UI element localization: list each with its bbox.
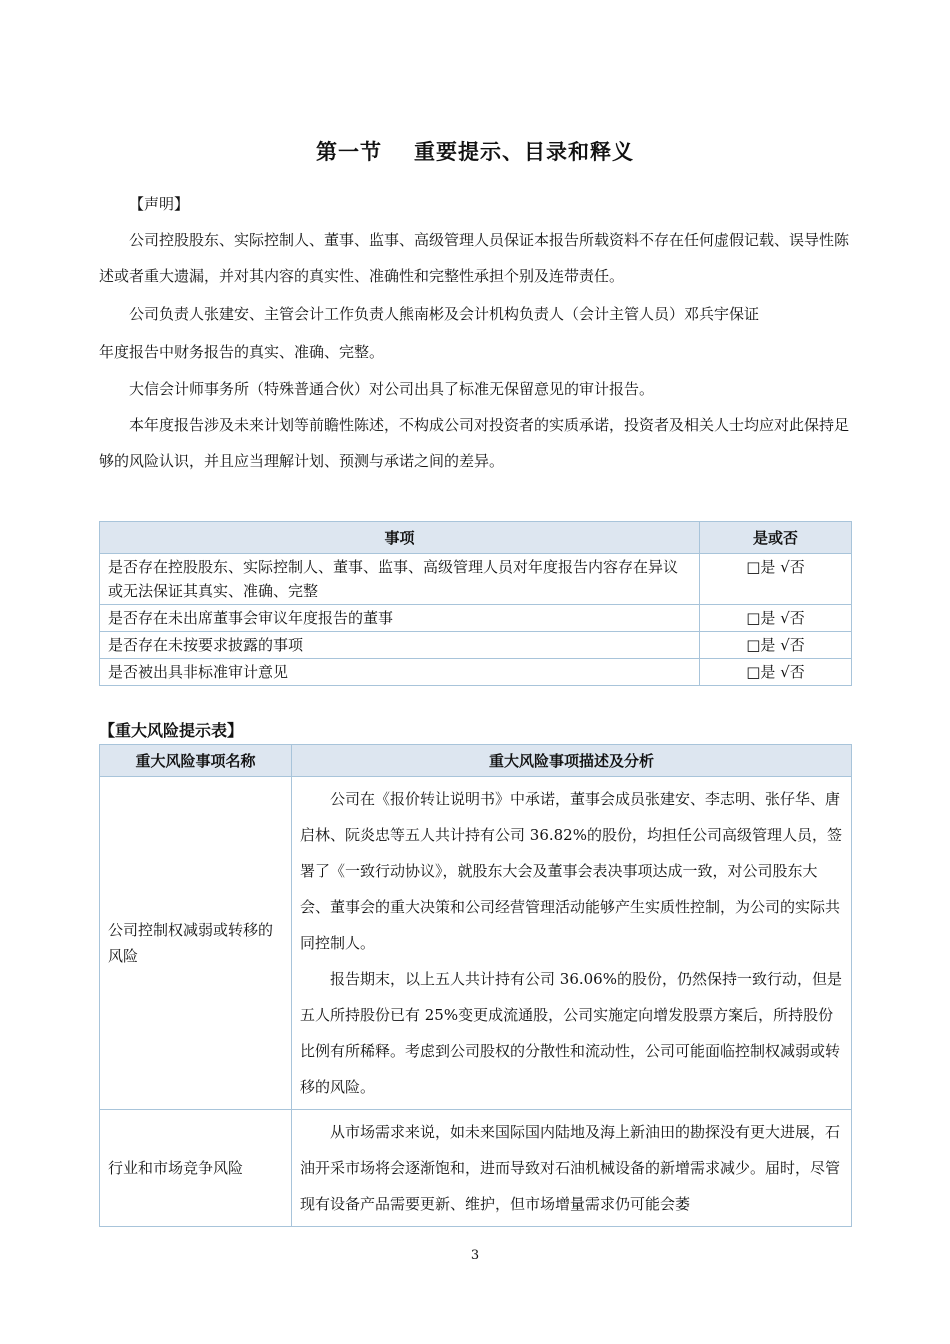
matter-answer: □是 √否 bbox=[700, 605, 852, 632]
paragraph-responsible-persons-cont: 年度报告中财务报告的真实、准确、完整。 bbox=[99, 343, 385, 361]
table-row bbox=[100, 1110, 852, 1227]
matter-item: 是否被出具非标准审计意见 bbox=[100, 659, 700, 686]
risk-description bbox=[292, 1110, 852, 1227]
risk-desc-paragraph: 报告期末，以上五人共计持有公司 36.06%的股份，仍然保持一致行动，但是五人所持股份已有 25%变更成流通股，公司实施定向增发股票方案后，所持股份比例有所稀释。考虑到公司股权的分散性和流动性，公司可能面临控制权减弱或转移的风险。 bbox=[300, 970, 842, 1096]
table-row bbox=[100, 605, 852, 632]
table-row bbox=[100, 777, 852, 1110]
matter-item: 是否存在未按要求披露的事项 bbox=[100, 632, 700, 659]
section-title bbox=[0, 136, 950, 166]
header-item: 事项 bbox=[100, 522, 700, 554]
header-yes-no: 是或否 bbox=[700, 522, 852, 554]
risk-name: 行业和市场竞争风险 bbox=[100, 1110, 292, 1227]
matter-answer: □是 √否 bbox=[700, 632, 852, 659]
matter-item: 是否存在控股股东、实际控制人、董事、监事、高级管理人员对年度报告内容存在异议或无法保证其真实、准确、完整 bbox=[100, 554, 700, 605]
page-number: 3 bbox=[470, 1248, 480, 1263]
section-name: 重要提示、目录和释义 bbox=[414, 140, 634, 164]
matters-table bbox=[99, 521, 852, 686]
risk-desc-paragraph: 公司在《报价转让说明书》中承诺，董事会成员张建安、李志明、张仔华、唐启林、阮炎忠等五人共计持有公司 36.82%的股份，均担任公司高级管理人员，签署了《一致行动协议》，就股东大会及董事会表决事项达成一致，对公司股东大会、董事会的重大决策和公司经营管理活动能够产生实质性控制，为公司的实际共同控制人。 bbox=[300, 790, 842, 952]
risk-table-title: 【重大风险提示表】 bbox=[99, 721, 244, 740]
declaration-label: 【声明】 bbox=[129, 195, 190, 213]
risk-table bbox=[99, 744, 852, 1227]
risk-desc-paragraph: 从市场需求来说，如未来国际国内陆地及海上新油田的勘探没有更大进展，石油开采市场将会逐渐饱和，进而导致对石油机械设备的新增需求减少。届时，尽管现有设备产品需要更新、维护，但市场增量需求仍可能会萎 bbox=[300, 1123, 841, 1213]
matter-item: 是否存在未出席董事会审议年度报告的董事 bbox=[100, 605, 700, 632]
section-number: 第一节 bbox=[316, 140, 382, 164]
table-row bbox=[100, 632, 852, 659]
header-risk-name: 重大风险事项名称 bbox=[100, 745, 292, 777]
matter-answer: □是 √否 bbox=[700, 659, 852, 686]
paragraph-forward-looking: 本年度报告涉及未来计划等前瞻性陈述，不构成公司对投资者的实质承诺，投资者及相关人士均应对此保持足够的风险认识，并且应当理解计划、预测与承诺之间的差异。 bbox=[99, 416, 850, 470]
header-risk-desc: 重大风险事项描述及分析 bbox=[292, 745, 852, 777]
matter-answer: □是 √否 bbox=[700, 554, 852, 605]
table-row bbox=[100, 659, 852, 686]
risk-description bbox=[292, 777, 852, 1110]
table-row bbox=[100, 554, 852, 605]
table-header-row bbox=[100, 745, 852, 777]
paragraph-responsible-persons: 公司负责人张建安、主管会计工作负责人熊南彬及会计机构负责人（会计主管人员）邓兵宇保证 bbox=[129, 305, 760, 323]
table-header-row bbox=[100, 522, 852, 554]
risk-name: 公司控制权减弱或转移的风险 bbox=[100, 777, 292, 1110]
paragraph-guarantee: 公司控股股东、实际控制人、董事、监事、高级管理人员保证本报告所载资料不存在任何虚假记载、误导性陈述或者重大遗漏，并对其内容的真实性、准确性和完整性承担个别及连带责任。 bbox=[99, 231, 850, 285]
paragraph-auditor: 大信会计师事务所（特殊普通合伙）对公司出具了标准无保留意见的审计报告。 bbox=[129, 380, 655, 398]
